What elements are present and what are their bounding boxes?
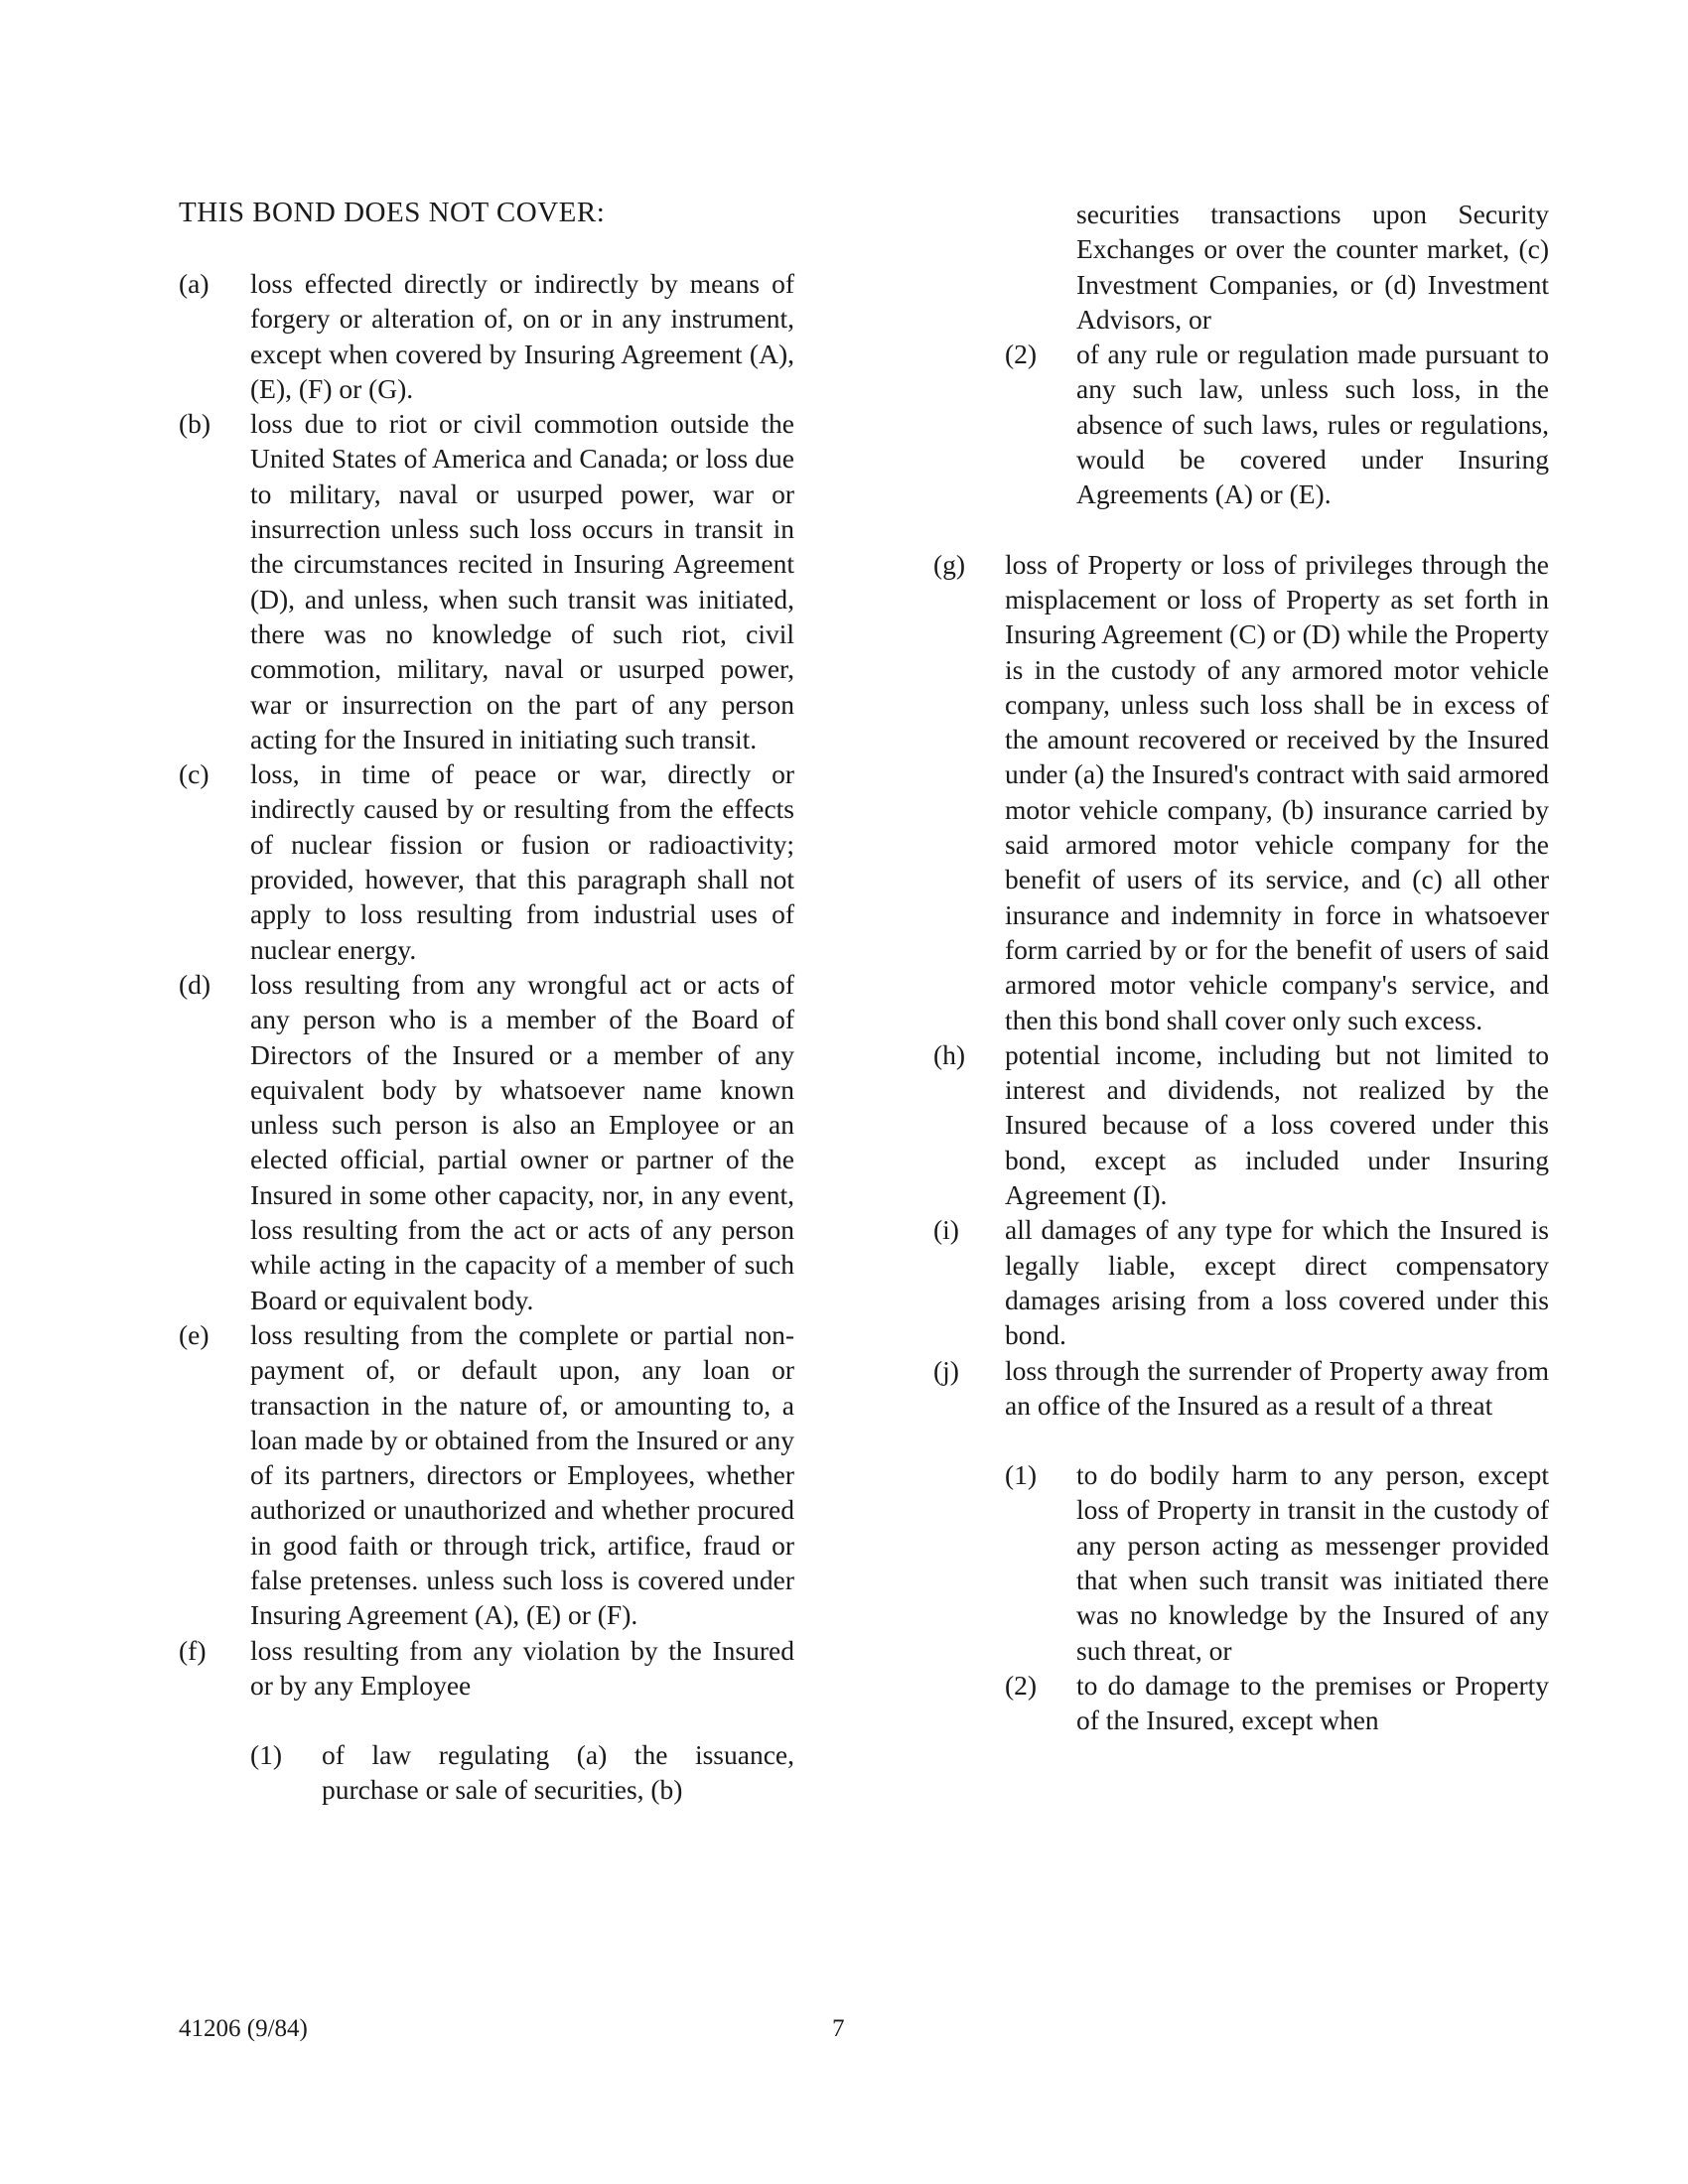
exclusion-g	[933, 547, 1549, 1037]
section-heading: THIS BOND DOES NOT COVER:	[179, 197, 606, 228]
exclusion-f	[179, 1633, 794, 1704]
spacer	[933, 512, 1549, 547]
item-indent	[933, 1457, 1005, 1668]
left-column	[179, 266, 794, 1808]
item-label: (f)	[179, 1634, 207, 1666]
item-indent	[933, 337, 1005, 511]
item-label: (g)	[933, 548, 966, 580]
item-text: all damages of any type for which the Insured is legally liable, except direct compensatory damages arising from a loss covered under this bond.	[1005, 1214, 1549, 1351]
exclusion-h	[933, 1037, 1549, 1212]
item-label: (j)	[933, 1354, 959, 1386]
page-number: 7	[832, 2015, 845, 2042]
exclusion-f-subitem-1	[179, 1737, 794, 1808]
item-text: loss of Property or loss of privileges through the misplacement or loss of Property as set forth in Insuring Agreement (C) or (D) while the Property is in the custody of any armored motor vehicle company, unless such loss shall be in excess of the amount recovered or received by the Insured under (a) the Insured's contract with said armored motor vehicle company, (b) insurance carried by said armored motor vehicle company for the benefit of users of its service, and (c) all other insurance and indemnity in force in whatsoever form carried by or for the benefit of users of said armored motor vehicle company's service, and then this bond shall cover only such excess.	[1005, 548, 1549, 1035]
subitem-text: to do bodily harm to any person, except loss of Property in transit in the custody of any person acting as messenger provided that when such transit was initiated there was no knowledge by the Insured of any such threat, or	[1076, 1459, 1549, 1666]
item-text: loss resulting from the complete or partial non-payment of, or default upon, any loan or transaction in the nature of, or amounting to, a loan made by or obtained from the Insured or any of its partners, directors or Employees, whether authorized or unauthorized and whether procured in good faith or through trick, artifice, fraud or false pretenses. unless such loss is covered under Insuring Agreement (A), (E) or (F).	[250, 1318, 794, 1631]
subitem-text: of law regulating (a) the issuance, purchase or sale of securities, (b)	[322, 1739, 794, 1806]
exclusion-j-subitem-2	[933, 1668, 1549, 1738]
item-text: loss resulting from any wrongful act or acts of any person who is a member of the Board of Directors of the Insured or a member of any equivalent body by whatsoever name known unless such person is also an Employee or an elected official, partial owner or partner of the Insured in some other capacity, nor, in any event, loss resulting from the act or acts of any person while acting in the capacity of a member of such Board or equivalent body.	[250, 968, 794, 1315]
subitem-indent	[1005, 197, 1076, 337]
spacer	[179, 1703, 794, 1737]
subitem-label: (2)	[1005, 1669, 1038, 1701]
subitem-label: (1)	[250, 1739, 283, 1771]
item-text: loss through the surrender of Property away from an office of the Insured as a result of a threat	[1005, 1354, 1549, 1421]
exclusion-j-subitem-1	[933, 1457, 1549, 1668]
exclusion-e	[179, 1317, 794, 1633]
subitem-text: of any rule or regulation made pursuant to any such law, unless such loss, in the absence of such laws, rules or regulations, would be covered under Insuring Agreements (A) or (E).	[1076, 339, 1549, 510]
item-indent	[179, 1737, 250, 1808]
item-label: (h)	[933, 1038, 966, 1070]
item-text: loss effected directly or indirectly by means of forgery or alteration of, on or in any instrument, except when covered by Insuring Agreement (A), (E), (F) or (G).	[250, 268, 794, 404]
item-text: loss due to riot or civil commotion outside the United States of America and Canada; or loss due to military, naval or usurped power, war or insurrection unless such loss occurs in transit in the circumstances recited in Insuring Agreement (D), and unless, when such transit was initiated, there was no knowledge of such riot, civil commotion, military, naval or usurped power, war or insurrection on the part of any person acting for the Insured in initiating such transit.	[250, 408, 794, 754]
item-label: (a)	[179, 268, 210, 299]
exclusion-f-subitem-2	[933, 337, 1549, 511]
item-text: loss, in time of peace or war, directly or indirectly caused by or resulting from the effects of nuclear fission or fusion or radioactivity; provided, however, that this paragraph shall not apply to loss resulting from industrial uses of nuclear energy.	[250, 758, 794, 965]
exclusion-b	[179, 406, 794, 756]
item-label: (d)	[179, 968, 211, 1000]
item-label: (c)	[179, 758, 210, 790]
exclusion-d	[179, 967, 794, 1317]
item-indent	[933, 197, 1005, 337]
spacer	[933, 1423, 1549, 1457]
item-text: potential income, including but not limited to interest and dividends, not realized by the Insured because of a loss covered under this bond, except as included under Insuring Agreement (I).	[1005, 1038, 1549, 1211]
item-text: loss resulting from any violation by the Insured or by any Employee	[250, 1634, 794, 1701]
item-label: (e)	[179, 1318, 210, 1350]
subitem-label: (2)	[1005, 339, 1038, 370]
item-indent	[933, 1668, 1005, 1738]
item-label: (b)	[179, 408, 211, 440]
exclusion-c	[179, 756, 794, 967]
exclusion-j	[933, 1353, 1549, 1424]
subitem-text: securities transactions upon Security Exchanges or over the counter market, (c) Investment Companies, or (d) Investment Advisors, or	[1076, 199, 1549, 335]
subitem-text: to do damage to the premises or Property of the Insured, except when	[1076, 1669, 1549, 1736]
exclusion-a	[179, 266, 794, 406]
subitem-label: (1)	[1005, 1459, 1038, 1491]
exclusion-i	[933, 1212, 1549, 1352]
item-label: (i)	[933, 1214, 959, 1246]
right-column	[933, 197, 1549, 1737]
form-number: 41206 (9/84)	[179, 2015, 308, 2042]
exclusion-f-subitem-1-continued	[933, 197, 1549, 337]
